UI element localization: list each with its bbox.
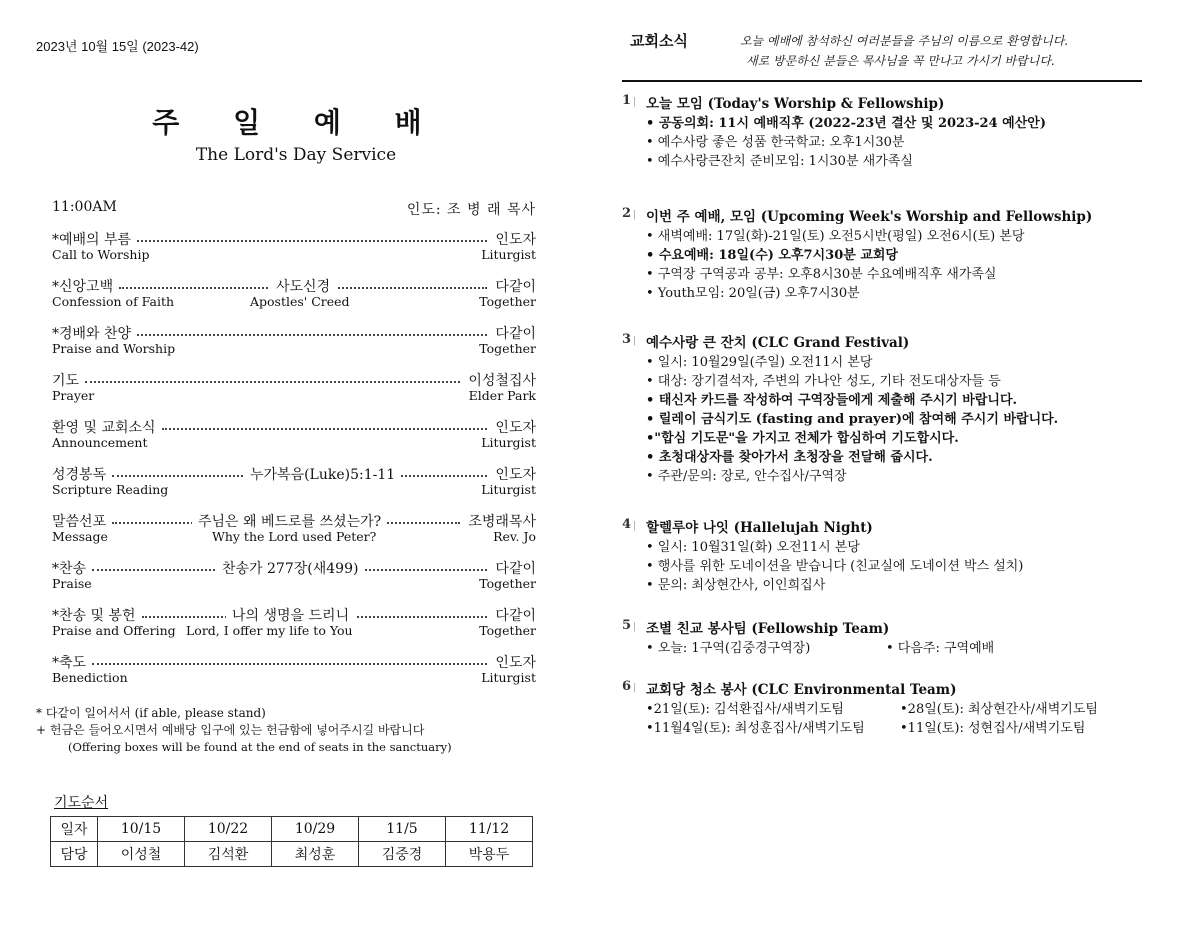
section-number-mark: | — [633, 97, 637, 107]
welcome-line-1: 오늘 예배에 참석하신 여러분들을 주님의 이름으로 환영합니다. — [740, 34, 1069, 48]
dotted-leader — [85, 379, 460, 383]
table-row — [51, 842, 533, 867]
list-item-text: • 오늘: 1구역(김중경구역장) — [646, 641, 811, 656]
list-item: • 태신자 카드를 작성하여 구역장들에게 제출해 주시기 바랍니다. — [646, 393, 1018, 408]
section-number-value: 2 — [622, 206, 632, 221]
order-title-korean: *찬송 — [52, 558, 86, 578]
order-title-korean: 기도 — [52, 370, 79, 390]
section-items — [622, 114, 1142, 171]
dotted-leader — [137, 238, 487, 242]
order-line-english — [52, 388, 536, 404]
service-title-korean: 주 일 예 배 — [152, 106, 444, 139]
order-leader-english: Liturgist — [481, 670, 536, 685]
order-line-english — [52, 576, 536, 592]
order-leader: 다같이 — [491, 605, 536, 625]
section-title: 조별 친교 봉사팀 (Fellowship Team) — [646, 621, 890, 637]
order-list — [36, 229, 536, 699]
order-title-english: Praise and Offering — [52, 623, 176, 638]
order-title-english: Confession of Faith — [52, 294, 175, 309]
order-line-korean — [52, 652, 536, 670]
news-section — [622, 516, 1142, 595]
section-items — [622, 700, 1142, 738]
church-news-page — [622, 28, 1142, 738]
order-detail-english: Lord, I offer my life to You — [186, 623, 353, 638]
list-item: • Youth모임: 20일(금) 오후7시30분 — [646, 286, 860, 301]
order-line-english — [52, 623, 536, 639]
order-leader-english: Together — [479, 294, 536, 309]
order-title-korean: *경배와 찬양 — [52, 323, 131, 343]
list-item: • 행사를 위한 도네이션을 받습니다 (친교실에 도네이션 박스 설치) — [646, 559, 1024, 574]
order-detail-english: Apostles' Creed — [250, 294, 350, 309]
table-cell: 김중경 — [359, 842, 446, 867]
table-cell: 11/5 — [359, 817, 446, 842]
section-number-value: 4 — [622, 517, 632, 532]
order-leader: 조병래목사 — [464, 511, 536, 531]
order-line-english — [52, 529, 536, 545]
order-item — [52, 652, 536, 699]
section-number — [622, 206, 636, 221]
table-cell: 담당 — [51, 842, 98, 867]
service-notes — [36, 705, 536, 756]
section-items — [622, 227, 1142, 303]
order-detail: 나의 생명을 드리니 — [226, 605, 355, 625]
order-line-korean — [52, 417, 536, 435]
news-title: 교회소식 — [630, 32, 688, 50]
order-item — [52, 323, 536, 370]
list-item: • 일시: 10월31일(화) 오전11시 본당 — [646, 540, 860, 555]
news-sections — [622, 92, 1142, 738]
order-line-english — [52, 294, 536, 310]
list-item-text: •21일(토): 김석환집사/새벽기도팀 — [646, 702, 844, 717]
table-cell: 박용두 — [446, 842, 533, 867]
prayer-schedule-title: 기도순서 — [54, 795, 109, 811]
order-line-korean — [52, 464, 536, 482]
table-row — [51, 817, 533, 842]
table-cell: 10/29 — [272, 817, 359, 842]
order-leader-english: Liturgist — [481, 247, 536, 262]
order-line-english — [52, 341, 536, 357]
list-item: • 주관/문의: 장로, 안수집사/구역장 — [646, 469, 847, 484]
order-leader-english: Elder Park — [468, 388, 536, 403]
order-title-korean: *축도 — [52, 652, 86, 672]
list-item — [646, 700, 1142, 719]
welcome-line-2: 새로 방문하신 분들은 목사님을 꼭 만나고 가시기 바랍니다. — [746, 54, 1055, 68]
order-leader-english: Together — [479, 341, 536, 356]
order-leader-english: Rev. Jo — [493, 529, 536, 544]
section-number-mark: | — [633, 336, 637, 346]
order-item — [52, 417, 536, 464]
section-number — [622, 618, 636, 633]
order-line-korean — [52, 370, 536, 388]
section-number-mark: | — [633, 210, 637, 220]
order-item — [52, 464, 536, 511]
order-of-service-page — [36, 36, 536, 867]
order-title-korean: *찬송 및 봉헌 — [52, 605, 136, 625]
note-offering: + 헌금은 들어오시면서 예배당 입구에 있는 헌금함에 넣어주시길 바랍니다 — [36, 723, 425, 737]
note-offering-english: (Offering boxes will be found at the end of seats in the sanctuary) — [68, 740, 452, 754]
section-number-value: 5 — [622, 618, 632, 633]
order-title-english: Benediction — [52, 670, 128, 685]
section-items — [622, 538, 1142, 595]
section-title: 교회당 청소 봉사 (CLC Environmental Team) — [646, 682, 957, 698]
order-leader: 인도자 — [491, 652, 536, 672]
list-item: • 예수사랑 좋은 성품 한국학교: 오후1시30분 — [646, 135, 905, 150]
order-detail-english: Why the Lord used Peter? — [212, 529, 377, 544]
table-cell: 일자 — [51, 817, 98, 842]
list-item: • 문의: 최상현간사, 이인희집사 — [646, 578, 826, 593]
table-cell: 10/22 — [185, 817, 272, 842]
order-leader: 다같이 — [491, 276, 536, 296]
news-section — [622, 92, 1142, 171]
dotted-leader — [137, 332, 487, 336]
order-leader: 다같이 — [491, 558, 536, 578]
list-item-text-secondary: •11일(토): 성현집사/새벽기도팀 — [900, 721, 1086, 736]
order-title-english: Message — [52, 529, 108, 544]
order-title-korean: 말씀선포 — [52, 511, 106, 531]
order-title-english: Scripture Reading — [52, 482, 169, 497]
section-number-mark: | — [633, 683, 637, 693]
order-detail: 찬송가 277장(새499) — [216, 558, 364, 578]
service-leader: 인도: 조 병 래 목사 — [406, 202, 536, 218]
dotted-leader — [162, 426, 487, 430]
list-item: • 초청대상자를 찾아가서 초청장을 전달해 줍시다. — [646, 450, 933, 465]
list-item: •"합심 기도문"을 가지고 전체가 합심하여 기도합시다. — [646, 431, 959, 446]
news-section — [622, 331, 1142, 486]
section-number — [622, 679, 636, 694]
note-stand: * 다같이 일어서서 (if able, please stand) — [36, 706, 266, 720]
list-item: • 구역장 구역공과 공부: 오후8시30분 수요예배직후 새가족실 — [646, 267, 997, 282]
list-item: • 예수사랑큰잔치 준비모임: 1시30분 새가족실 — [646, 154, 913, 169]
order-item — [52, 276, 536, 323]
section-number — [622, 93, 636, 108]
order-leader: 인도자 — [491, 229, 536, 249]
order-line-korean — [52, 511, 536, 529]
order-item — [52, 229, 536, 276]
order-line-english — [52, 435, 536, 451]
dotted-leader — [92, 661, 487, 665]
order-leader: 인도자 — [491, 417, 536, 437]
order-leader: 다같이 — [491, 323, 536, 343]
service-time-row — [36, 199, 536, 219]
table-cell: 11/12 — [446, 817, 533, 842]
section-title: 할렐루야 나잇 (Hallelujah Night) — [646, 520, 873, 536]
list-item: • 일시: 10월29일(주일) 오전11시 본당 — [646, 355, 873, 370]
order-line-english — [52, 482, 536, 498]
list-item — [646, 639, 1142, 658]
list-item — [646, 719, 1142, 738]
section-title: 이번 주 예배, 모임 (Upcoming Week's Worship and Fellowship) — [646, 209, 1093, 225]
list-item-text: •11월4일(토): 최성훈집사/새벽기도팀 — [646, 721, 865, 736]
section-title: 오늘 모임 (Today's Worship & Fellowship) — [646, 96, 945, 112]
table-cell: 김석환 — [185, 842, 272, 867]
order-leader-english: Liturgist — [481, 482, 536, 497]
section-number — [622, 332, 636, 347]
section-number-mark: | — [633, 622, 637, 632]
news-section — [622, 617, 1142, 658]
prayer-schedule-table — [50, 816, 533, 867]
order-item — [52, 558, 536, 605]
order-item — [52, 511, 536, 558]
order-title-korean: 성경봉독 — [52, 464, 106, 484]
table-cell: 이성철 — [98, 842, 185, 867]
section-number-value: 3 — [622, 332, 632, 347]
list-item-text-secondary: •28일(토): 최상현간사/새벽기도팀 — [900, 702, 1098, 717]
section-items — [622, 353, 1142, 486]
order-leader: 인도자 — [491, 464, 536, 484]
list-item: • 대상: 장기결석자, 주변의 가나안 성도, 기타 전도대상자들 등 — [646, 374, 1001, 389]
news-header — [622, 28, 1142, 82]
section-number-mark: | — [633, 521, 637, 531]
table-cell: 최성훈 — [272, 842, 359, 867]
order-line-korean — [52, 558, 536, 576]
list-item-text-secondary: • 다음주: 구역예배 — [886, 641, 995, 656]
order-detail: 주님은 왜 베드로를 쓰셨는가? — [192, 511, 387, 531]
order-line-korean — [52, 605, 536, 623]
order-line-korean — [52, 229, 536, 247]
order-line-korean — [52, 276, 536, 294]
service-time: 11:00AM — [52, 199, 117, 215]
list-item: • 릴레이 금식기도 (fasting and prayer)에 참여해 주시기 바랍니다. — [646, 412, 1059, 427]
order-title-english: Announcement — [52, 435, 148, 450]
order-detail: 누가복음(Luke)5:1-11 — [244, 464, 401, 484]
order-item — [52, 605, 536, 652]
section-number-value: 6 — [622, 679, 632, 694]
table-cell: 10/15 — [98, 817, 185, 842]
news-section — [622, 205, 1142, 303]
list-item: • 수요예배: 18일(수) 오후7시30분 교회당 — [646, 248, 898, 263]
order-leader-english: Together — [479, 576, 536, 591]
order-title-english: Praise — [52, 576, 92, 591]
order-line-korean — [52, 323, 536, 341]
order-title-korean: *예배의 부름 — [52, 229, 131, 249]
section-number — [622, 517, 636, 532]
news-section — [622, 678, 1142, 738]
order-leader: 이성철집사 — [464, 370, 536, 390]
order-leader-english: Liturgist — [481, 435, 536, 450]
order-detail: 사도신경 — [270, 276, 336, 296]
order-line-english — [52, 670, 536, 686]
order-title-korean: 환영 및 교회소식 — [52, 417, 156, 437]
order-title-english: Prayer — [52, 388, 95, 403]
section-items — [622, 639, 1142, 658]
order-line-english — [52, 247, 536, 263]
list-item: • 공동의회: 11시 예배직후 (2022-23년 결산 및 2023-24 예산안) — [646, 116, 1046, 131]
order-item — [52, 370, 536, 417]
service-title-english: The Lord's Day Service — [195, 145, 397, 165]
order-title-korean: *신앙고백 — [52, 276, 113, 296]
order-title-english: Praise and Worship — [52, 341, 176, 356]
list-item: • 새벽예배: 17일(화)-21일(토) 오전5시반(평일) 오전6시(토) 본당 — [646, 229, 1025, 244]
section-title: 예수사랑 큰 잔치 (CLC Grand Festival) — [646, 335, 910, 351]
order-leader-english: Together — [479, 623, 536, 638]
section-number-value: 1 — [622, 93, 632, 108]
bulletin-date: 2023년 10월 15일 (2023-42) — [36, 39, 199, 54]
order-title-english: Call to Worship — [52, 247, 150, 262]
